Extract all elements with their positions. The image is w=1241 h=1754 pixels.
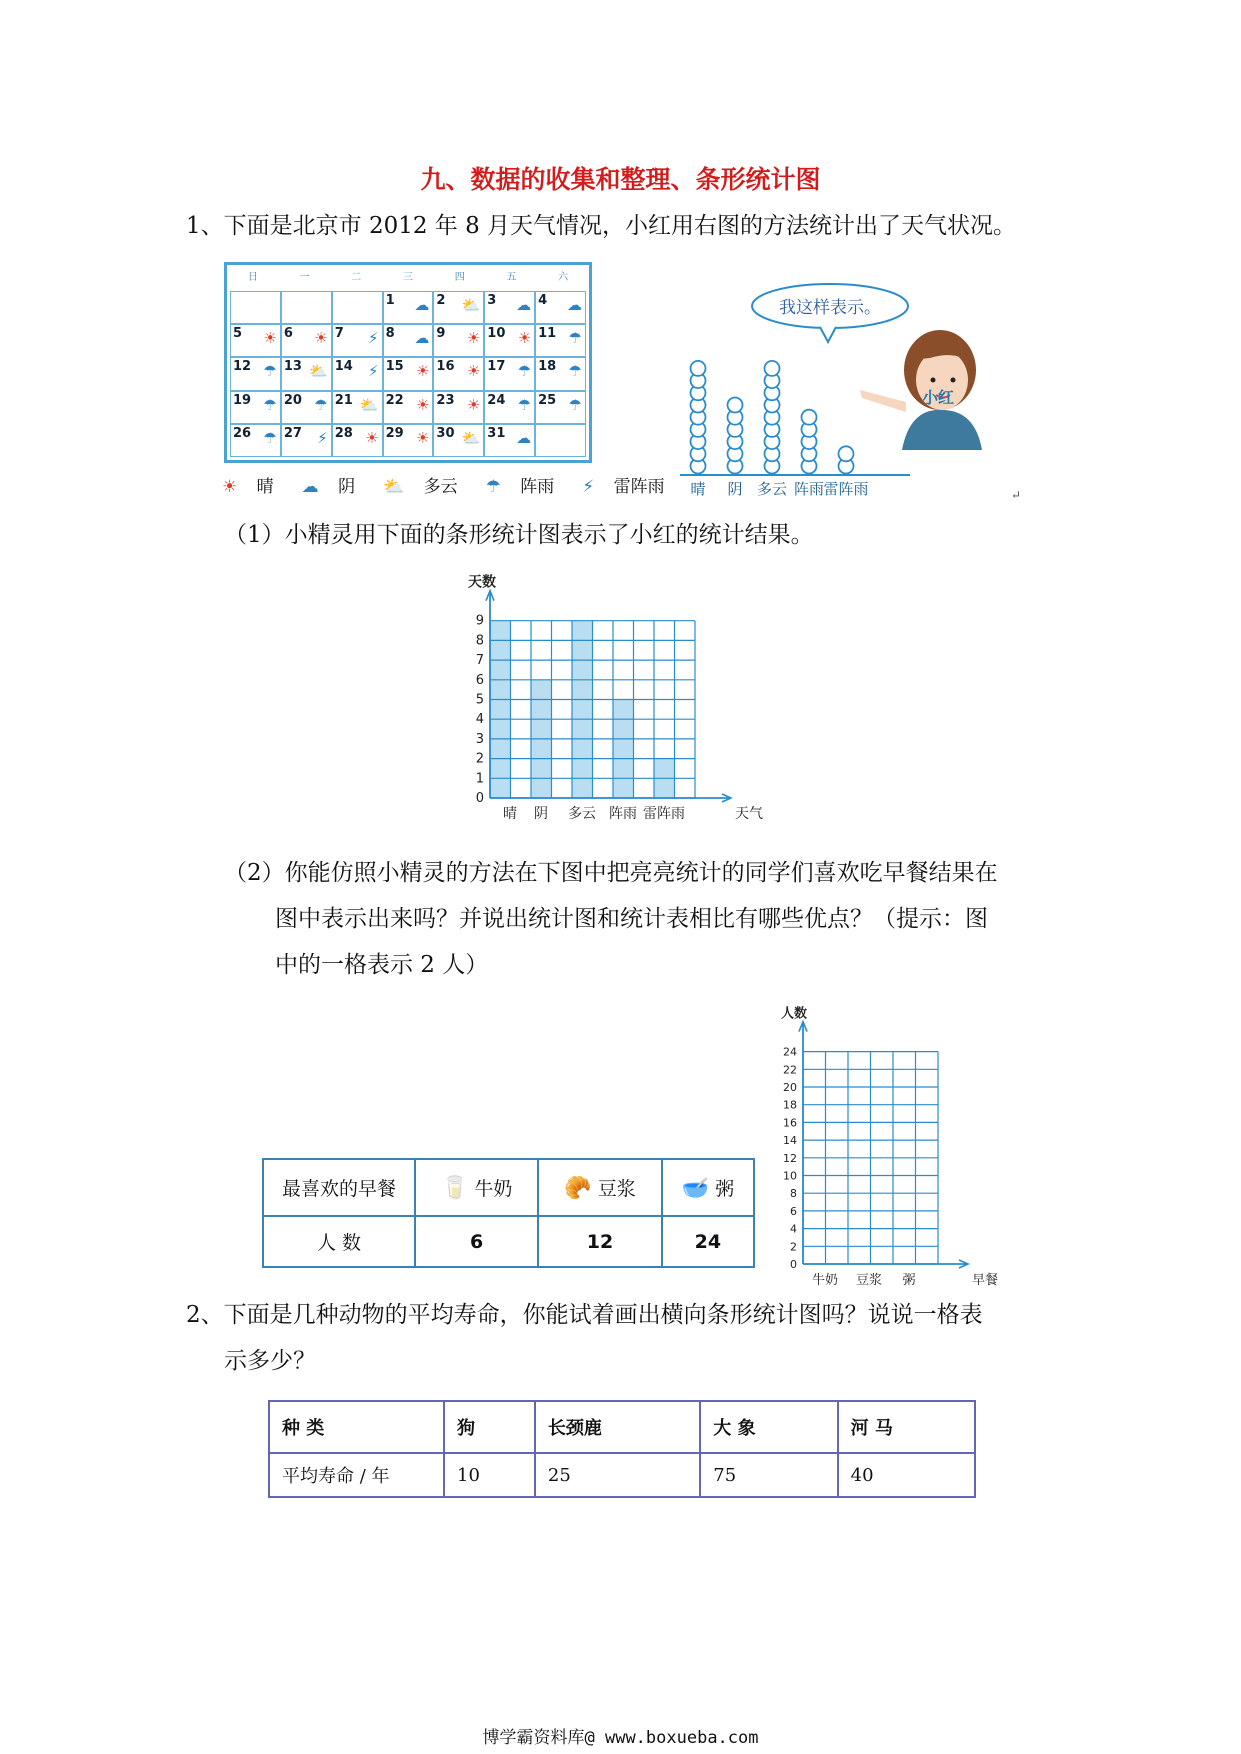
sun-icon: ☀ (365, 428, 379, 447)
y-tick-label: 4 (475, 712, 484, 728)
tally-circle (765, 361, 780, 376)
calendar-day (433, 424, 484, 457)
calendar-day (383, 291, 434, 324)
cloud-icon: ☁ (516, 296, 532, 314)
day-number: 25 (538, 392, 557, 408)
weekday-label: 五 (506, 272, 517, 283)
speech-bubble (752, 284, 908, 342)
sun-icon: ☀ (415, 428, 430, 447)
day-number: 19 (233, 392, 252, 408)
calendar-day (484, 391, 535, 424)
soymilk-icon: 🥐 (564, 1176, 592, 1202)
y-tick-label: 5 (475, 692, 484, 708)
y-tick-label: 0 (475, 791, 484, 806)
calendar-day (535, 324, 586, 357)
cloud-icon: ☁ (516, 428, 532, 447)
lifespan-row-label: 平均寿命 / 年 (269, 1453, 444, 1497)
sub-question-2-line-2: 图中表示出来吗？并说出统计图和统计表相比有哪些优点？（提示：图 (275, 906, 988, 932)
breakfast-row-label: 人 数 (263, 1216, 415, 1267)
animal-name: 河 马 (838, 1401, 975, 1453)
y-tick-label: 6 (475, 672, 484, 688)
calendar-day (535, 424, 586, 457)
x-axis-label: 早餐 (972, 1273, 999, 1288)
sun-icon: ☀ (222, 477, 243, 497)
lifespan-value: 75 (700, 1453, 837, 1497)
page-footer: 博学霸资料库@ www.boxueba.com (482, 1728, 759, 1748)
calendar-day (433, 357, 484, 390)
calendar-day (332, 391, 383, 424)
lifespan-value: 25 (535, 1453, 700, 1497)
tally-circle (802, 410, 817, 425)
animal-header-label: 种 类 (269, 1401, 444, 1453)
breakfast-item-milk: 🥛 牛奶 (415, 1159, 538, 1216)
calendar-day (281, 424, 332, 457)
breakfast-bar-chart (765, 1000, 999, 1290)
partly-cloudy-icon: ⛅ (383, 477, 410, 497)
x-axis-label: 天气 (735, 806, 763, 822)
tally-circle (691, 361, 706, 376)
sun-icon: ☀ (466, 395, 481, 414)
y-tick-label: 10 (783, 1169, 797, 1183)
calendar-day (383, 324, 434, 357)
legend-item (222, 477, 288, 497)
calendar-day (230, 324, 281, 357)
calendar-day (433, 324, 484, 357)
thunder-icon: ⚡ (317, 428, 328, 447)
calendar-day (484, 357, 535, 390)
shower-icon: ☂ (263, 362, 277, 381)
calendar-day (383, 357, 434, 390)
tally-circle (839, 446, 854, 461)
milk-icon: 🥛 (440, 1176, 469, 1202)
tally-label: 晴 (690, 480, 706, 498)
x-category-label: 牛奶 (811, 1273, 839, 1288)
day-number: 30 (436, 425, 455, 441)
question-2-line-2: 示多少？ (224, 1348, 316, 1374)
y-axis-label: 天数 (468, 574, 496, 591)
calendar-weekdays (227, 265, 589, 291)
y-tick-label: 2 (475, 751, 484, 767)
calendar-day (383, 424, 434, 457)
breakfast-item-porridge: 🥣 粥 (662, 1159, 754, 1216)
calendar-day (535, 391, 586, 424)
day-number: 15 (385, 359, 404, 375)
calendar-day (535, 357, 586, 390)
shower-icon: ☂ (263, 395, 277, 414)
weather-legend (222, 472, 693, 497)
day-number: 7 (334, 326, 344, 342)
breakfast-value: 24 (662, 1216, 754, 1267)
y-tick-label: 3 (475, 731, 484, 747)
day-number: 2 (436, 293, 446, 308)
day-number: 11 (538, 326, 557, 342)
question-2-line-1: 2、下面是几种动物的平均寿命，你能试着画出横向条形统计图吗？说说一格表 (186, 1302, 983, 1328)
animal-name: 大 象 (700, 1401, 837, 1453)
cloud-icon: ☁ (301, 477, 325, 497)
calendar-day (433, 291, 484, 324)
sun-icon: ☀ (314, 329, 328, 348)
y-tick-label: 24 (783, 1045, 797, 1059)
weekday-label: 三 (403, 272, 414, 283)
sun-icon: ☀ (415, 395, 430, 414)
calendar-day (281, 357, 332, 390)
partly-cloudy-icon: ⛅ (461, 428, 481, 447)
breakfast-table (262, 1158, 755, 1268)
calendar-day (281, 324, 332, 357)
x-category-label: 雷阵雨 (643, 806, 685, 822)
weekday-label: 二 (351, 272, 362, 283)
calendar-day (332, 324, 383, 357)
weather-bar-chart (455, 574, 785, 830)
y-tick-label: 18 (783, 1098, 797, 1112)
speech-text: 我这样表示。 (779, 298, 881, 318)
sun-icon: ☀ (263, 329, 277, 348)
y-tick-label: 14 (783, 1134, 797, 1148)
day-number: 29 (385, 425, 404, 441)
weekday-label: 日 (247, 272, 258, 283)
thunder-icon: ⚡ (368, 329, 379, 348)
y-tick-label: 7 (475, 653, 484, 669)
calendar-day (230, 291, 281, 324)
day-number: 16 (436, 359, 455, 375)
breakfast-item-soymilk: 🥐 豆浆 (538, 1159, 661, 1216)
lifespan-value: 40 (838, 1453, 975, 1497)
tally-labels (690, 480, 868, 498)
day-number: 1 (385, 293, 395, 308)
animal-name: 狗 (444, 1401, 535, 1453)
calendar-day (332, 291, 383, 324)
calendar-day (230, 357, 281, 390)
cloud-icon: ☁ (414, 296, 430, 314)
day-number: 26 (233, 425, 252, 441)
x-category-label: 粥 (902, 1273, 916, 1288)
partly-cloudy-icon: ⛅ (309, 362, 328, 381)
calendar-day (484, 324, 535, 357)
breakfast-value: 12 (538, 1216, 661, 1267)
x-category-label: 豆浆 (855, 1273, 883, 1288)
day-number: 4 (538, 293, 548, 308)
sub-question-1: （1）小精灵用下面的条形统计图表示了小红的统计结果。 (224, 522, 814, 548)
return-mark-icon: ↵ (1011, 488, 1022, 502)
weekday-label: 六 (558, 272, 569, 283)
animal-name: 长颈鹿 (535, 1401, 700, 1453)
y-tick-label: 12 (783, 1151, 797, 1165)
animal-lifespan-table (268, 1400, 976, 1498)
shower-icon: ☂ (485, 477, 507, 497)
day-number: 17 (487, 359, 506, 375)
thunder-icon: ⚡ (368, 362, 379, 381)
y-tick-label: 8 (475, 633, 484, 649)
girl-figure-icon (860, 330, 982, 450)
calendar-day (535, 291, 586, 324)
thunder-icon: ⚡ (582, 477, 600, 497)
legend-label: 阵雨 (520, 477, 555, 497)
calendar-day (281, 391, 332, 424)
x-category-label: 阵雨 (609, 806, 637, 822)
y-tick-label: 8 (790, 1187, 797, 1201)
legend-label: 多云 (423, 477, 458, 497)
day-number: 20 (283, 392, 302, 408)
lifespan-value: 10 (444, 1453, 535, 1497)
day-number: 27 (283, 425, 302, 441)
calendar-day (433, 391, 484, 424)
bar (572, 621, 593, 798)
tally-columns (691, 361, 854, 474)
sun-icon: ☀ (517, 329, 532, 348)
tally-label: 多云 (756, 480, 788, 498)
legend-label: 晴 (256, 477, 274, 497)
calendar-day (332, 357, 383, 390)
shower-icon: ☂ (568, 362, 582, 381)
day-number: 14 (334, 359, 353, 375)
day-number: 31 (487, 425, 506, 441)
bar (490, 621, 511, 798)
shower-icon: ☂ (568, 395, 582, 414)
y-tick-label: 9 (475, 613, 484, 629)
weather-calendar (224, 262, 592, 463)
partly-cloudy-icon: ⛅ (359, 395, 379, 414)
tally-label: 阴 (727, 480, 743, 498)
y-tick-label: 22 (783, 1063, 797, 1077)
shower-icon: ☂ (517, 362, 532, 381)
day-number: 5 (233, 326, 243, 342)
calendar-day (281, 291, 332, 324)
legend-label: 阴 (338, 477, 356, 497)
day-number: 24 (487, 392, 506, 408)
legend-item (383, 477, 472, 497)
shower-icon: ☂ (568, 329, 582, 348)
shower-icon: ☂ (263, 428, 277, 447)
page-title: 九、数据的收集和整理、条形统计图 (420, 165, 821, 194)
weekday-label: 一 (299, 272, 310, 283)
day-number: 28 (334, 425, 353, 441)
sun-icon: ☀ (466, 329, 481, 348)
shower-icon: ☂ (517, 395, 532, 414)
legend-label: 雷阵雨 (613, 477, 665, 497)
y-tick-label: 0 (790, 1258, 797, 1271)
breakfast-value: 6 (415, 1216, 538, 1267)
y-tick-label: 2 (790, 1240, 797, 1254)
day-number: 8 (385, 326, 395, 342)
day-number: 6 (283, 326, 293, 342)
sun-icon: ☀ (415, 362, 430, 381)
day-number: 3 (487, 293, 497, 308)
cloud-icon: ☁ (414, 329, 430, 348)
shower-icon: ☂ (314, 395, 328, 414)
y-tick-label: 20 (783, 1081, 797, 1094)
calendar-day (230, 391, 281, 424)
x-category-label: 阴 (534, 806, 548, 822)
partly-cloudy-icon: ⛅ (461, 296, 481, 314)
day-number: 10 (487, 326, 506, 342)
sub-question-2-line-1: （2）你能仿照小精灵的方法在下图中把亮亮统计的同学们喜欢吃早餐结果在 (224, 860, 998, 886)
bar (613, 700, 634, 799)
tally-label: 阵雨 (793, 480, 825, 498)
x-category-label: 多云 (568, 806, 596, 822)
calendar-day (484, 291, 535, 324)
day-number: 12 (233, 359, 252, 375)
legend-item (582, 477, 678, 497)
day-number: 9 (436, 326, 446, 342)
day-number: 22 (385, 392, 404, 408)
calendar-day (230, 424, 281, 457)
legend-item (486, 477, 569, 497)
day-number: 13 (283, 359, 302, 375)
breakfast-header-label: 最喜欢的早餐 (263, 1159, 415, 1216)
y-tick-label: 1 (475, 771, 484, 787)
sub-question-2-line-3: 中的一格表示 2 人） (275, 952, 489, 978)
x-category-label: 晴 (503, 806, 517, 822)
calendar-day (332, 424, 383, 457)
day-number: 23 (436, 392, 455, 408)
cloud-icon: ☁ (567, 296, 582, 314)
calendar-grid (230, 291, 586, 457)
y-tick-label: 16 (783, 1116, 797, 1130)
tally-circle (728, 398, 743, 413)
calendar-day (383, 391, 434, 424)
tally-name: 小红 (922, 388, 955, 407)
sun-icon: ☀ (466, 362, 481, 381)
y-tick-label: 4 (790, 1222, 797, 1236)
porridge-icon: 🥣 (681, 1176, 710, 1202)
tally-illustration (670, 280, 1010, 510)
legend-item (302, 477, 369, 497)
y-tick-label: 6 (790, 1204, 797, 1218)
tally-label: 雷阵雨 (823, 480, 869, 498)
calendar-day (484, 424, 535, 457)
weekday-label: 四 (454, 272, 465, 283)
day-number: 21 (334, 392, 353, 408)
question-1-text: 1、下面是北京市 2012 年 8 月天气情况，小红用右图的方法统计出了天气状况。 (186, 213, 1017, 239)
y-axis-label: 人数 (781, 1006, 808, 1022)
day-number: 18 (538, 359, 557, 375)
